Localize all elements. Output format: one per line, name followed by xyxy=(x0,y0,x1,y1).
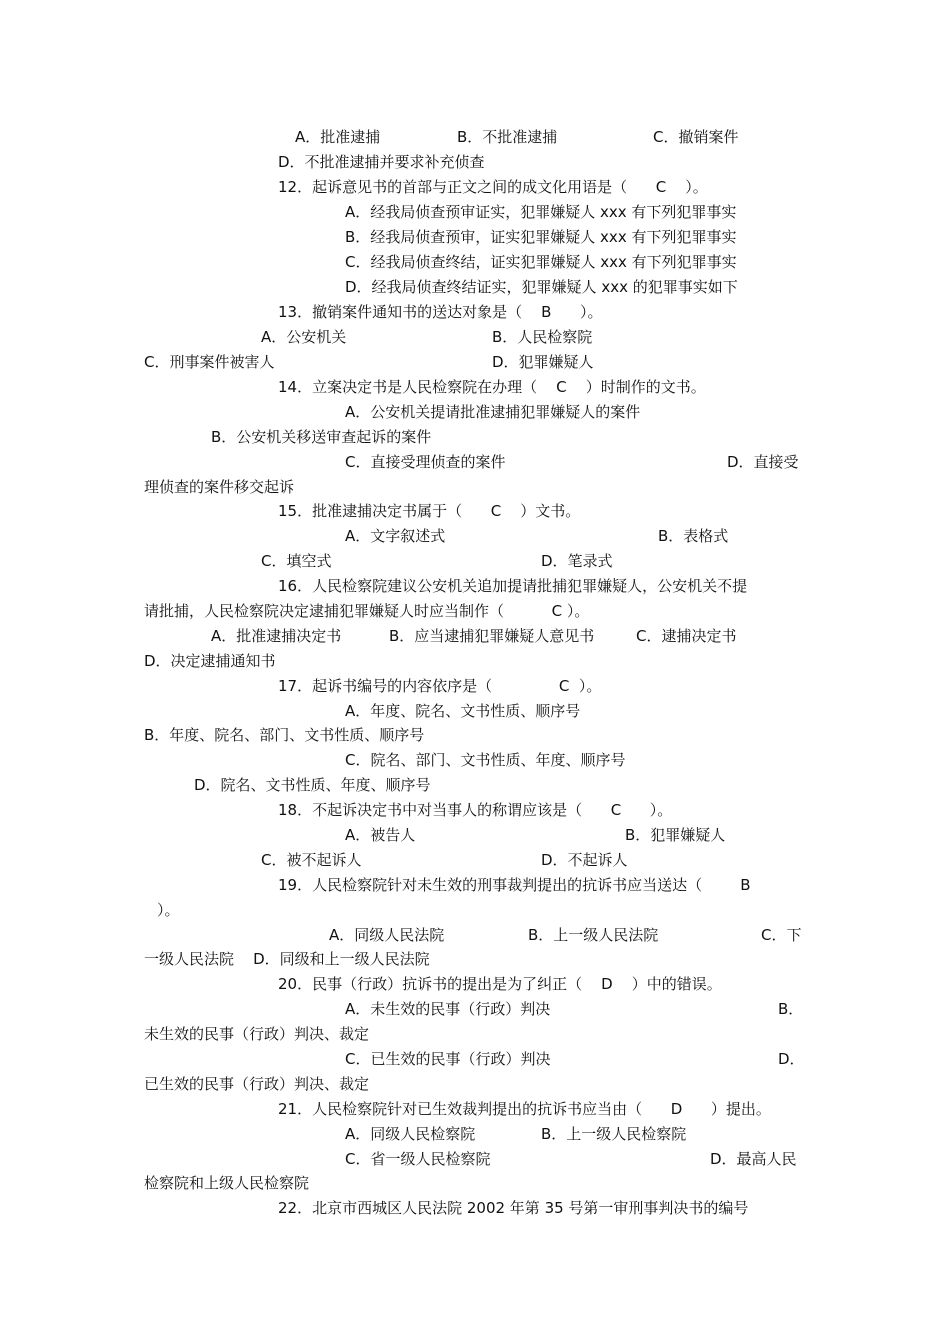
q20-option-d-cont: 已生效的民事（行政）判决、裁定 xyxy=(144,1075,370,1093)
q15-option-d: D．笔录式 xyxy=(541,552,613,570)
q12-option-c: C．经我局侦查终结，证实犯罪嫌疑人 xxx 有下列犯罪事实 xyxy=(345,253,737,271)
q15-option-a: A．文字叙述式 xyxy=(345,527,446,545)
q20-option-b-start: B． xyxy=(778,1000,804,1018)
q14-option-d-start: D．直接受 xyxy=(727,453,799,471)
q18-option-d: D．不起诉人 xyxy=(541,851,628,869)
q15-option-b: B．表格式 xyxy=(658,527,729,545)
q21-question: 21．人民检察院针对已生效裁判提出的抗诉书应当由（ D ）提出。 xyxy=(278,1100,771,1118)
q20-option-d-start: D． xyxy=(778,1050,805,1068)
q11-option-a: A．批准逮捕 xyxy=(295,128,381,146)
q15-option-c: C．填空式 xyxy=(261,552,332,570)
q19-question: 19．人民检察院针对未生效的刑事裁判提出的抗诉书应当送达（ B xyxy=(278,876,751,894)
q13-option-b: B．人民检察院 xyxy=(492,328,593,346)
q12-option-a: A．经我局侦查预审证实，犯罪嫌疑人 xxx 有下列犯罪事实 xyxy=(345,203,737,221)
q12-option-d: D．经我局侦查终结证实，犯罪嫌疑人 xxx 的犯罪事实如下 xyxy=(345,278,738,296)
q15-question: 15．批准逮捕决定书属于（ C ）文书。 xyxy=(278,502,581,520)
q16-option-b: B．应当逮捕犯罪嫌疑人意见书 xyxy=(389,627,595,645)
q19-option-c-cont-d: 一级人民法院 D．同级和上一级人民法院 xyxy=(144,950,430,968)
q21-option-d-cont: 检察院和上级人民检察院 xyxy=(144,1174,310,1192)
q16-option-d: D．决定逮捕通知书 xyxy=(144,652,276,670)
q18-question: 18．不起诉决定书中对当事人的称谓应该是（ C ）。 xyxy=(278,801,673,819)
q17-question: 17．起诉书编号的内容依序是（ C ）。 xyxy=(278,677,602,695)
q12-option-b: B．经我局侦查预审，证实犯罪嫌疑人 xxx 有下列犯罪事实 xyxy=(345,228,737,246)
q20-question: 20．民事（行政）抗诉书的提出是为了纠正（ D ）中的错误。 xyxy=(278,975,722,993)
q18-option-c: C．被不起诉人 xyxy=(261,851,362,869)
q12-question: 12．起诉意见书的首部与正文之间的成文化用语是（ C ）。 xyxy=(278,178,708,196)
q21-option-c: C．省一级人民检察院 xyxy=(345,1150,491,1168)
q21-option-d-start: D．最高人民 xyxy=(710,1150,797,1168)
q13-option-c: C．刑事案件被害人 xyxy=(144,353,275,371)
q17-option-b: B．年度、院名、部门、文书性质、顺序号 xyxy=(144,726,425,744)
q21-option-b: B．上一级人民检察院 xyxy=(541,1125,687,1143)
q17-option-a: A．年度、院名、文书性质、顺序号 xyxy=(345,702,581,720)
q18-option-b: B．犯罪嫌疑人 xyxy=(625,826,726,844)
q17-option-d: D．院名、文书性质、年度、顺序号 xyxy=(194,776,431,794)
q20-option-a: A．未生效的民事（行政）判决 xyxy=(345,1000,551,1018)
q20-option-c: C．已生效的民事（行政）判决 xyxy=(345,1050,551,1068)
q13-option-d: D．犯罪嫌疑人 xyxy=(492,353,594,371)
q16-question-cont: 请批捕，人民检察院决定逮捕犯罪嫌疑人时应当制作（ C ）。 xyxy=(144,602,590,620)
q20-option-b-cont: 未生效的民事（行政）判决、裁定 xyxy=(144,1025,370,1043)
q13-question: 13．撤销案件通知书的送达对象是（ B ）。 xyxy=(278,303,603,321)
q19-option-b: B．上一级人民法院 xyxy=(528,926,659,944)
q21-option-a: A．同级人民检察院 xyxy=(345,1125,476,1143)
q19-option-c-start: C．下 xyxy=(761,926,802,944)
q16-question: 16．人民检察院建议公安机关追加提请批捕犯罪嫌疑人，公安机关不提 xyxy=(278,577,748,595)
q17-option-c: C．院名、部门、文书性质、年度、顺序号 xyxy=(345,751,626,769)
q19-option-a: A．同级人民法院 xyxy=(329,926,445,944)
q14-option-c: C．直接受理侦查的案件 xyxy=(345,453,506,471)
q18-option-a: A．被告人 xyxy=(345,826,416,844)
q14-question: 14．立案决定书是人民检察院在办理（ C ）时制作的文书。 xyxy=(278,378,706,396)
q16-option-a: A．批准逮捕决定书 xyxy=(211,627,342,645)
q14-option-a: A．公安机关提请批准逮捕犯罪嫌疑人的案件 xyxy=(345,403,641,421)
q11-option-c: C．撤销案件 xyxy=(653,128,739,146)
q22-question: 22．北京市西城区人民法院 2002 年第 35 号第一审刑事判决书的编号 xyxy=(278,1199,749,1217)
q13-option-a: A．公安机关 xyxy=(261,328,347,346)
q11-option-d: D．不批准逮捕并要求补充侦查 xyxy=(278,153,485,171)
q19-question-cont: ）。 xyxy=(157,901,180,919)
q11-option-b: B．不批准逮捕 xyxy=(457,128,558,146)
q16-option-c: C．逮捕决定书 xyxy=(636,627,737,645)
q14-option-d-cont: 理侦查的案件移交起诉 xyxy=(144,478,295,496)
q14-option-b: B．公安机关移送审查起诉的案件 xyxy=(211,428,432,446)
